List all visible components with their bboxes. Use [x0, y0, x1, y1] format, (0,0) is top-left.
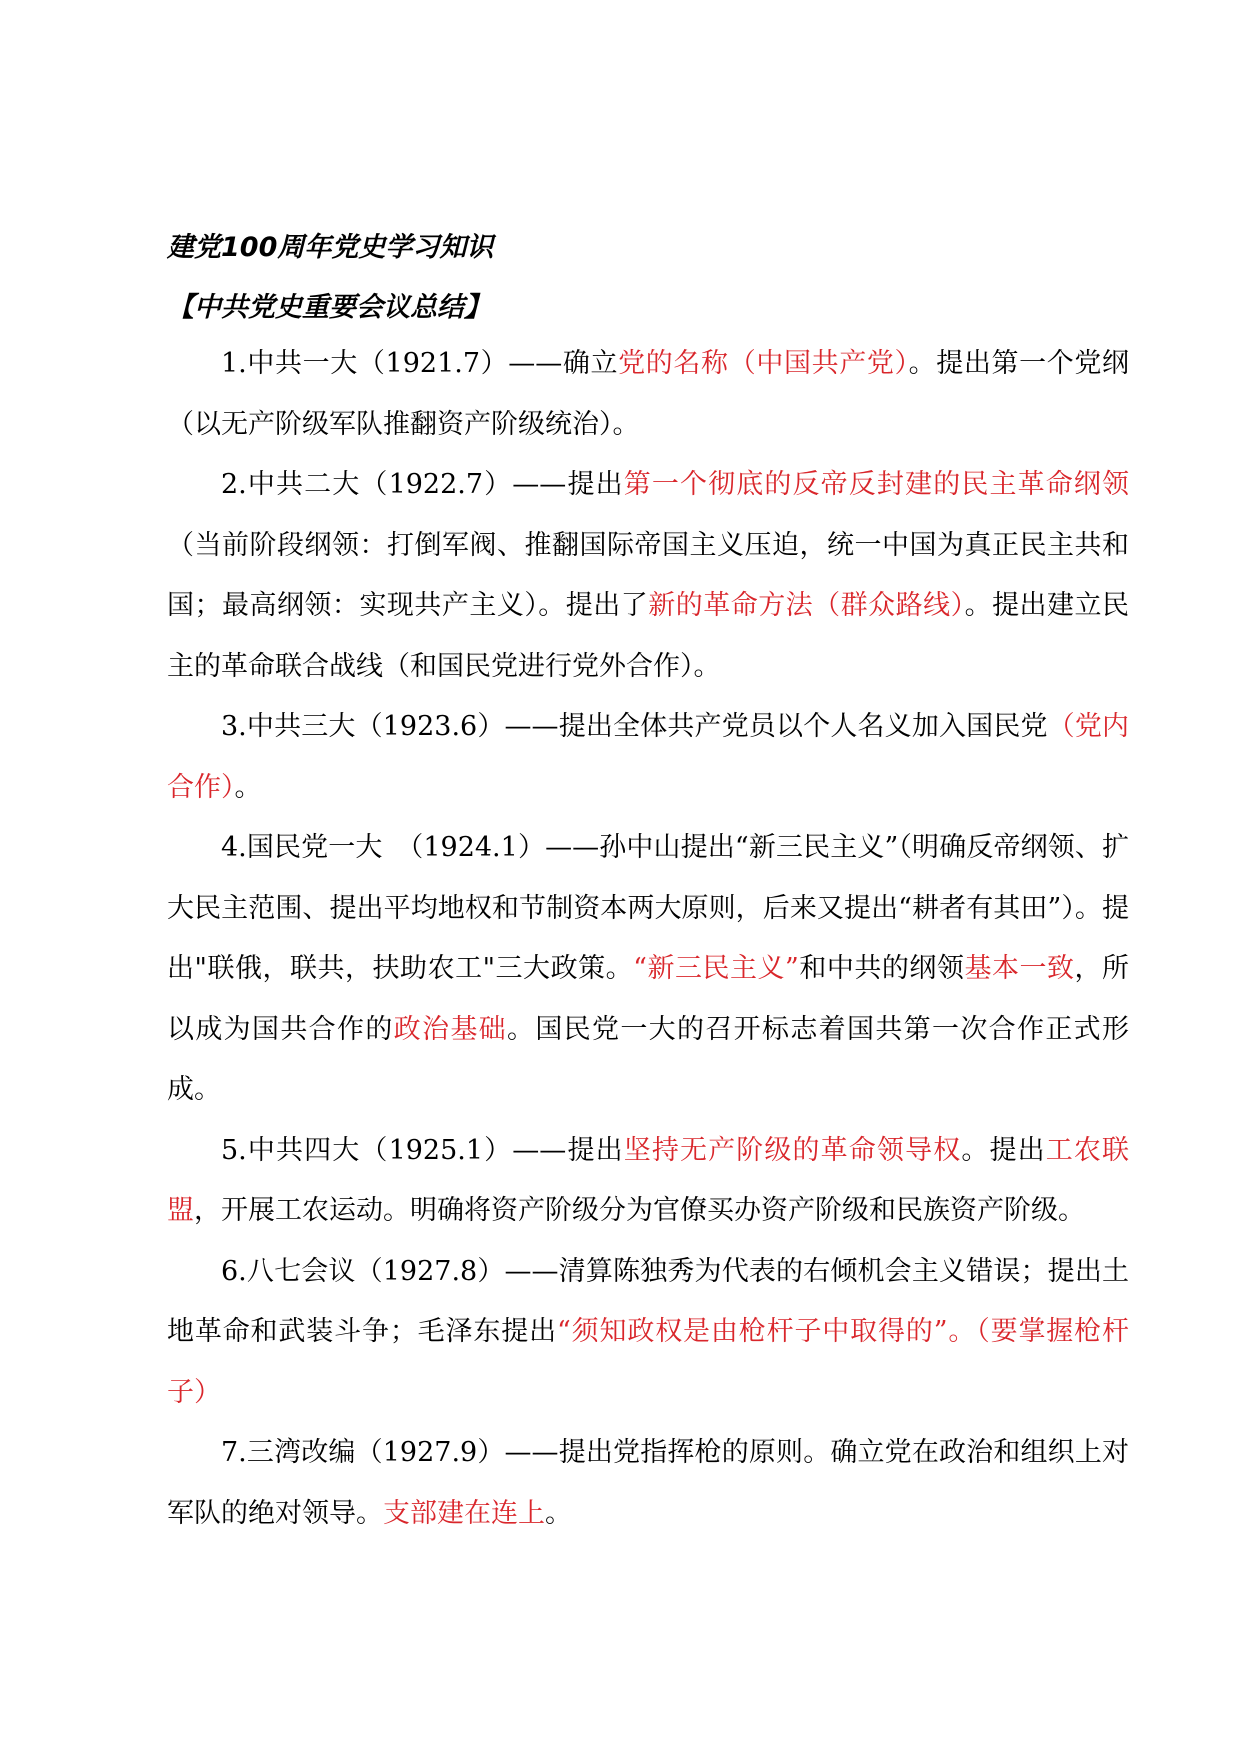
paragraph-text: 4.国民党一大 （1924.1）——孙中山提出“新三民主义”（明确反帝纲领、扩大民主范围、提出平均地权和节制资本两大原则，后来又提出“耕者有其田”）。提出"联俄，联共，扶助农工"三大政策。: [167, 832, 1129, 984]
meeting-paragraph-7: [167, 1423, 1129, 1544]
highlighted-text: 第一个彻底的反帝反封建的民主革命纲领: [623, 469, 1130, 500]
meeting-paragraph-6: [167, 1242, 1129, 1424]
paragraph-text: 3.中共三大（1923.6）——提出全体共产党员以个人名义加入国民党: [221, 711, 1048, 742]
paragraph-text: 7.三湾改编（1927.9）——提出党指挥枪的原则。确立党在政治和组织上对军队的绝对领导。: [167, 1437, 1129, 1529]
paragraph-text: 。提出建立民主的革命联合战线（和国民党进行党外合作）。: [167, 590, 1130, 682]
highlighted-text: 政治基础: [393, 1013, 508, 1045]
highlighted-text: 工农联盟: [167, 1134, 1130, 1226]
paragraph-text: 。提出第一个党纲（以无产阶级军队推翻资产阶级统治）。: [167, 348, 1130, 440]
paragraph-text: 。国民党一大的召开标志着国共第一次合作正式形成。: [167, 1013, 1130, 1105]
meeting-paragraph-4: [167, 818, 1129, 1121]
highlighted-text: 坚持无产阶级的革命领导权: [623, 1134, 962, 1166]
paragraph-text: 5.中共四大（1925.1）——提出: [221, 1134, 624, 1166]
paragraph-text: 。提出: [961, 1134, 1046, 1166]
meeting-paragraph-1: [167, 334, 1129, 455]
paragraph-text: 2.中共二大（1922.7）——提出: [221, 469, 624, 500]
meeting-paragraph-2: [167, 455, 1129, 697]
highlighted-text: （党内合作）: [167, 711, 1130, 803]
paragraph-text: 6.八七会议（1927.8）——清算陈独秀为代表的右倾机会主义错误；提出土地革命和武装斗争；毛泽东提出: [167, 1255, 1129, 1347]
section-title: 【中共党史重要会议总结】: [167, 292, 491, 323]
highlighted-text: 新的革命方法（群众路线）: [648, 590, 965, 621]
highlighted-text: “新三民主义”: [633, 953, 799, 984]
paragraph-text: 1.中共一大（1921.7）——确立: [221, 348, 619, 379]
document-title: 建党100周年党史学习知识: [167, 232, 494, 263]
document-content: [167, 228, 1129, 1544]
paragraph-list: [167, 334, 1129, 1544]
meeting-paragraph-5: [167, 1121, 1129, 1242]
paragraph-text: 。: [234, 771, 262, 803]
paragraph-text: （当前阶段纲领：打倒军阀、推翻国际帝国主义压迫，统一中国为真正民主共和国；最高纲领：实现共产主义）。提出了: [167, 529, 1129, 621]
paragraph-text: ，开展工农运动。明确将资产阶级分为官僚买办资产阶级和民族资产阶级。: [194, 1195, 1085, 1226]
highlighted-text: 支部建在连上: [383, 1497, 545, 1529]
highlighted-text: 党的名称（中国共产党）: [618, 348, 909, 379]
paragraph-text: 和中共的纲领: [798, 953, 965, 984]
highlighted-text: 基本一致: [964, 953, 1075, 984]
highlighted-text: “须知政权是由枪杆子中取得的”。（要掌握枪杆子）: [167, 1316, 1130, 1408]
meeting-paragraph-3: [167, 697, 1129, 818]
paragraph-text: ，所以成为国共合作的: [167, 953, 1130, 1045]
paragraph-text: 。: [545, 1497, 572, 1529]
